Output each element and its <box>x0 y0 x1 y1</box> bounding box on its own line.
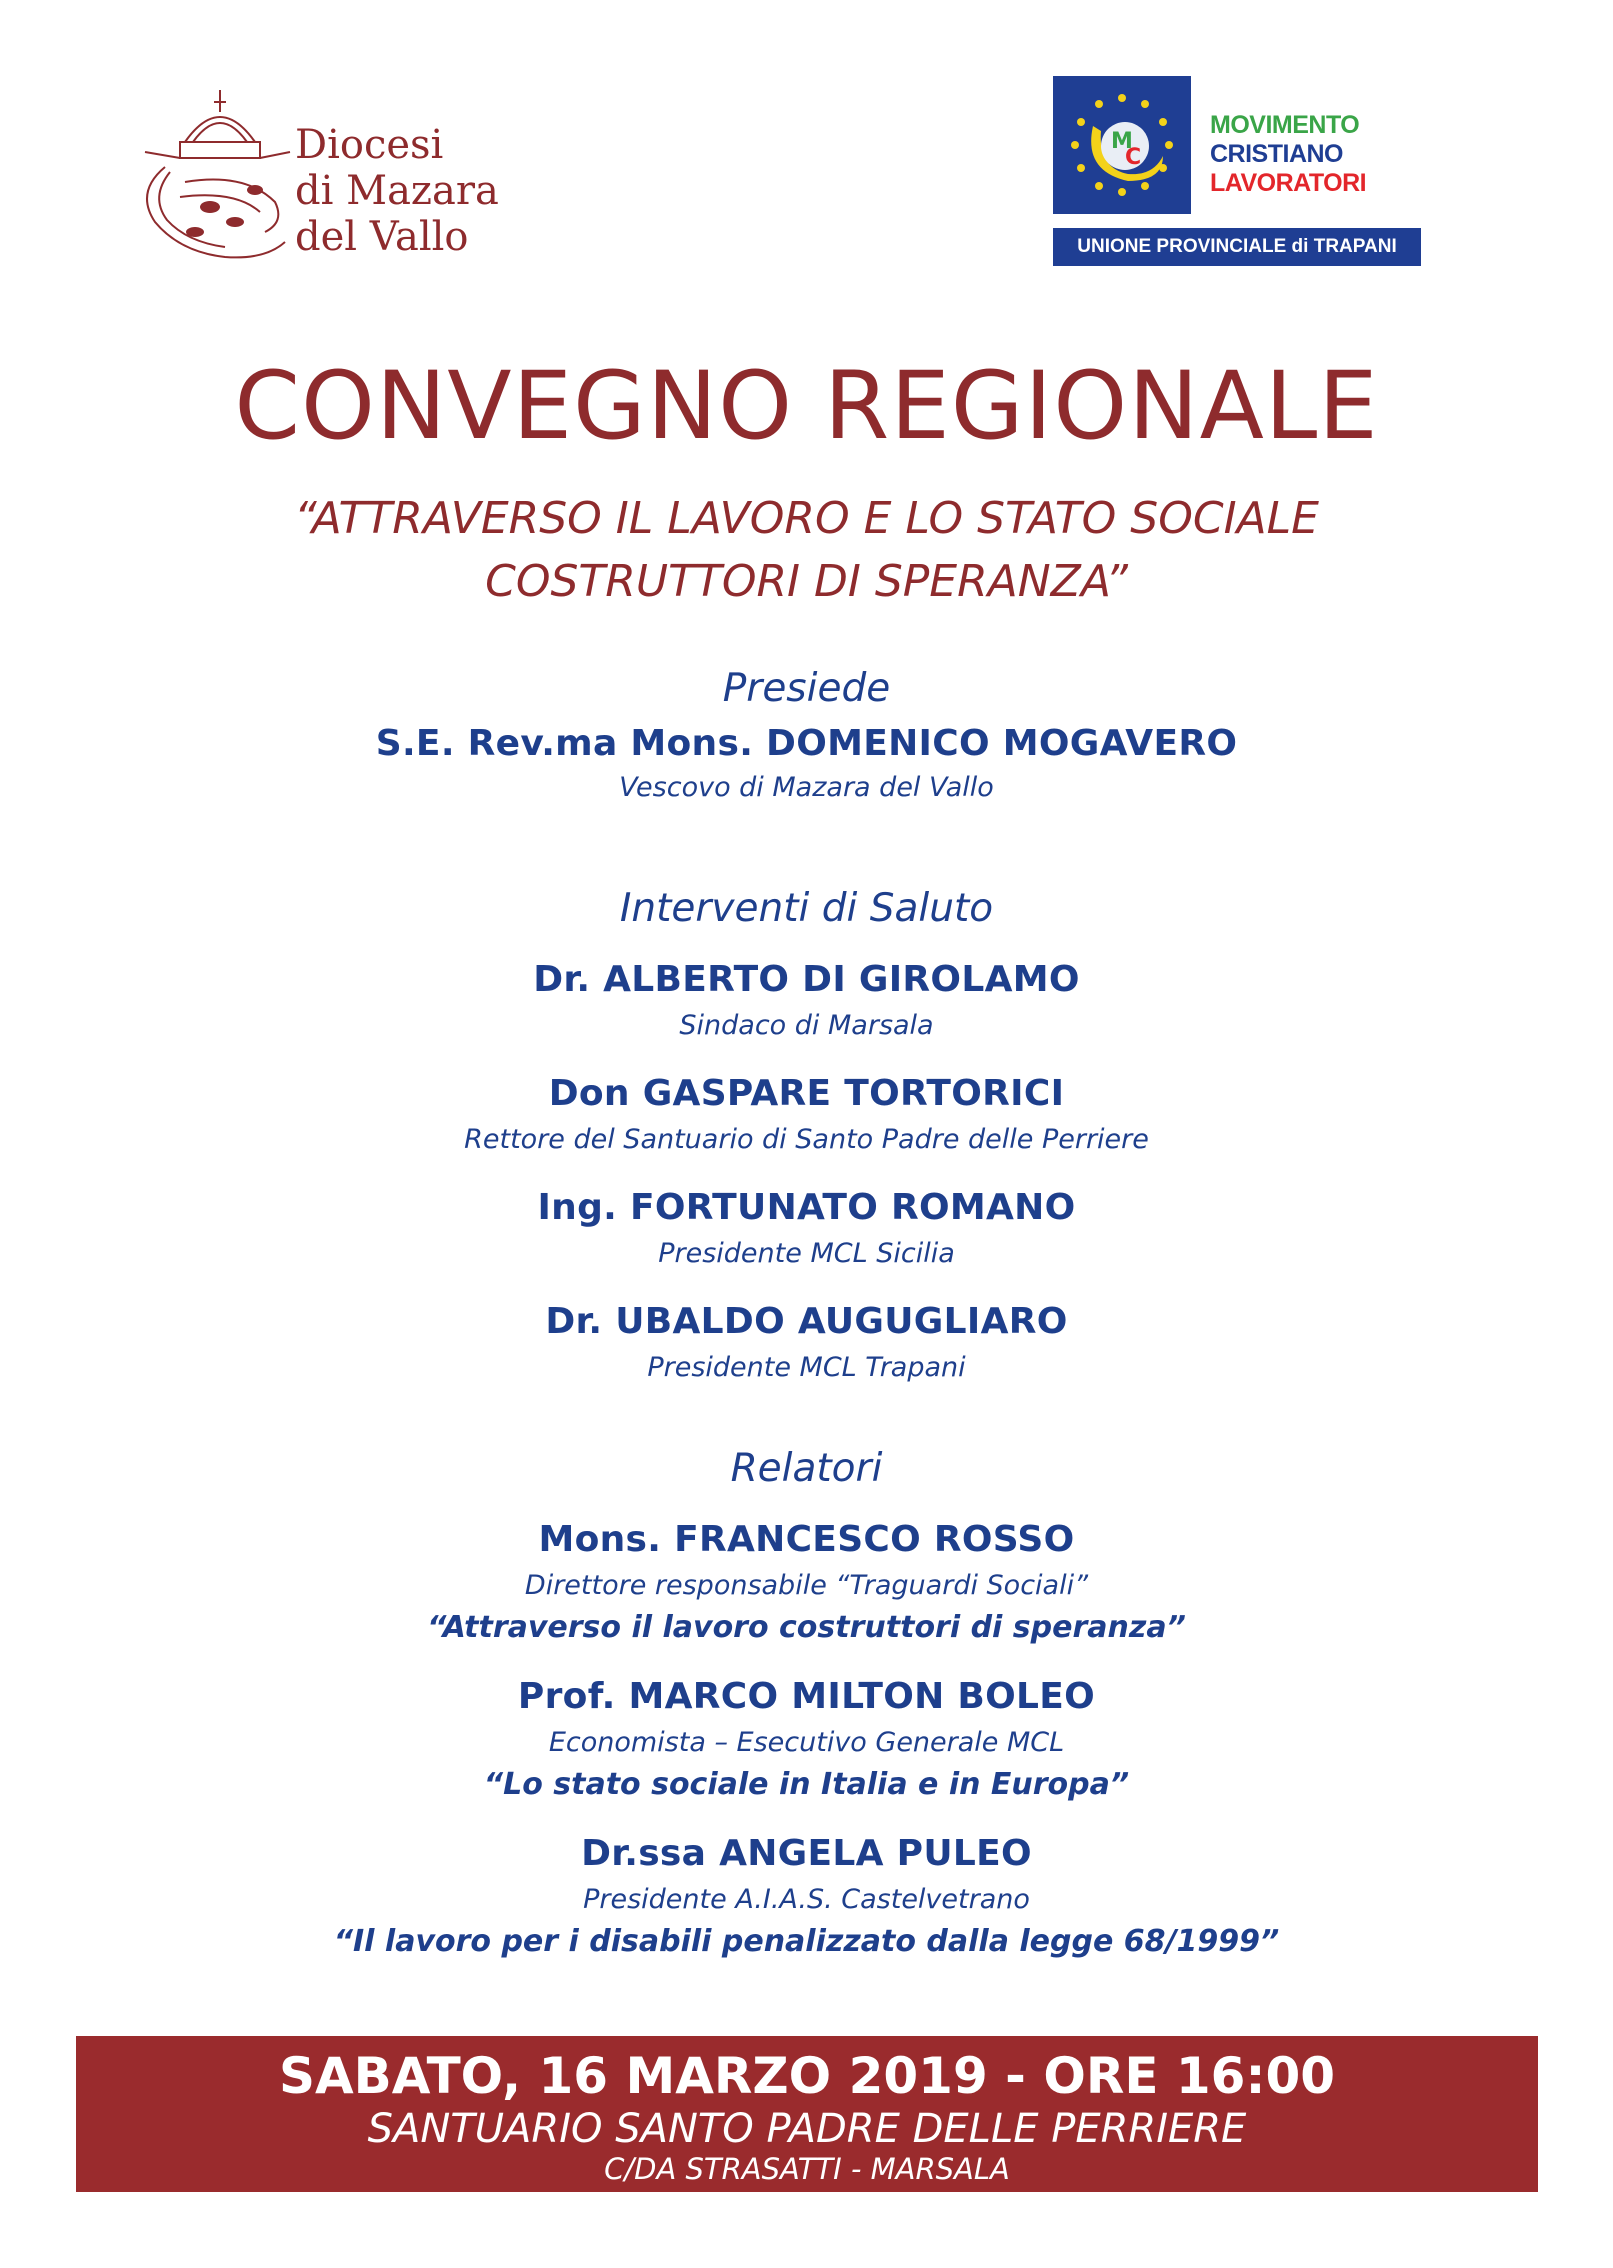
event-address: C/DA STRASATTI - MARSALA <box>604 2152 1010 2186</box>
saluti-name: Dr. UBALDO AUGUGLIARO <box>545 1301 1068 1342</box>
section-heading-saluti: Interventi di Saluto <box>619 886 994 931</box>
subtitle-line-2: COSTRUTTORI DI SPERANZA” <box>485 556 1128 607</box>
svg-text:C: C <box>1125 145 1142 170</box>
diocesi-name <box>295 122 499 260</box>
saluti-role: Presidente MCL Sicilia <box>658 1238 955 1269</box>
event-venue: SANTUARIO SANTO PADRE DELLE PERRIERE <box>367 2106 1247 2152</box>
mcl-line-2: CRISTIANO <box>1210 140 1343 168</box>
mcl-line-1: MOVIMENTO <box>1210 111 1360 139</box>
relatore-role: Direttore responsabile “Traguardi Sociali” <box>524 1570 1089 1601</box>
saluti-name: Don GASPARE TORTORICI <box>548 1073 1065 1114</box>
subtitle-line-1: “ATTRAVERSO IL LAVORO E LO STATO SOCIALE <box>294 493 1319 544</box>
saluti-name: Dr. ALBERTO DI GIROLAMO <box>533 959 1080 1000</box>
relatore-talk: “Lo stato sociale in Italia e in Europa” <box>483 1767 1130 1802</box>
eu-flag <box>1053 76 1191 214</box>
mcl-province-bar: UNIONE PROVINCIALE di TRAPANI <box>1053 228 1421 266</box>
svg-text:M: M <box>1111 129 1133 154</box>
event-date-time: SABATO, 16 MARZO 2019 - ORE 16:00 <box>278 2047 1336 2105</box>
saluti-role: Sindaco di Marsala <box>679 1010 934 1041</box>
saluti-role: Presidente MCL Trapani <box>647 1352 966 1383</box>
diocesi-line-2: di Mazara <box>295 168 499 214</box>
mcl-line-3: LAVORATORI <box>1210 169 1367 197</box>
cathedral-dome-icon <box>125 72 295 272</box>
diocesi-logo <box>125 72 525 272</box>
relatore-name: Dr.ssa ANGELA PULEO <box>581 1833 1032 1874</box>
relatore-role: Economista – Esecutivo Generale MCL <box>548 1727 1065 1758</box>
section-heading-relatori: Relatori <box>730 1446 883 1491</box>
section-heading-presiede: Presiede <box>722 666 891 711</box>
diocesi-line-1: Diocesi <box>295 122 444 168</box>
relatore-talk: “Il lavoro per i disabili penalizzato dalla legge 68/1999” <box>333 1924 1280 1959</box>
relatore-role: Presidente A.I.A.S. Castelvetrano <box>583 1884 1030 1915</box>
relatore-name: Mons. FRANCESCO ROSSO <box>538 1519 1075 1560</box>
event-footer <box>76 2036 1538 2192</box>
mcl-logo <box>1053 76 1421 268</box>
presiede-name: S.E. Rev.ma Mons. DOMENICO MOGAVERO <box>375 723 1238 764</box>
page-title: CONVEGNO REGIONALE <box>234 352 1379 461</box>
saluti-name: Ing. FORTUNATO ROMANO <box>537 1187 1076 1228</box>
relatore-name: Prof. MARCO MILTON BOLEO <box>517 1676 1096 1717</box>
relatore-talk: “Attraverso il lavoro costruttori di speranza” <box>427 1610 1186 1645</box>
page-subtitle <box>0 487 1613 613</box>
mcl-name <box>1210 111 1366 198</box>
saluti-role: Rettore del Santuario di Santo Padre delle Perriere <box>464 1124 1149 1155</box>
mcl-emblem-icon <box>1053 76 1191 214</box>
diocesi-line-3: del Vallo <box>295 214 469 260</box>
presiede-role: Vescovo di Mazara del Vallo <box>619 772 994 803</box>
